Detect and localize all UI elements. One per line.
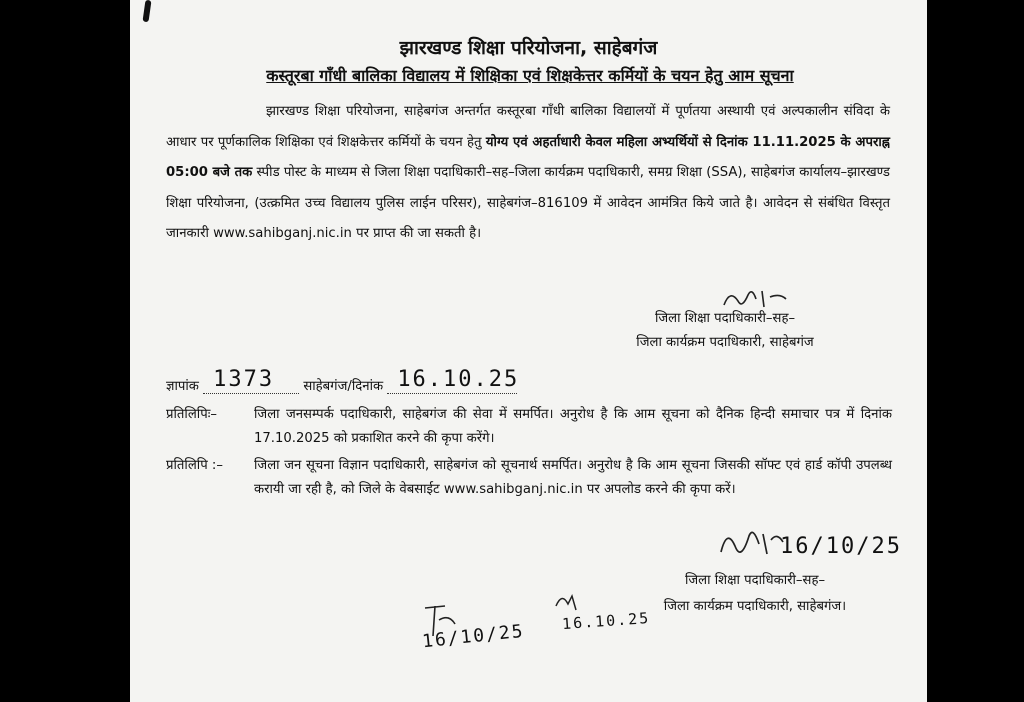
reference-line bbox=[166, 367, 890, 394]
copy-1-text: जिला जनसम्पर्क पदाधिकारी, साहेबगंज की सेवा में समर्पित। अनुरोध है कि आम सूचना को दैनिक हिन्दी समाचार पत्र में दिनांक 17.10.2025 को प्रकाशित करने की कृपा करेंगे। bbox=[254, 407, 892, 446]
sig1-line2: जिला कार्यक्रम पदाधिकारी, साहेबगंज bbox=[636, 335, 814, 350]
sig2-handwritten-date: 16/10/25 bbox=[780, 534, 902, 559]
copy-2-text: जिला जन सूचना विज्ञान पदाधिकारी, साहेबगंज को सूचनार्थ समर्पित। अनुरोध है कि आम सूचना जिसकी सॉफ्ट एवं हार्ड कॉपी उपलब्ध करायी जा रही है, को जिले के वेबसाईट www.sahibganj.nic.in पर अपलोड करने की कृपा करें। bbox=[254, 458, 892, 497]
body-para-2-bold: योग्य एवं अहर्ताधारी केवल महिला अभ्यर्थियों से दिनांक 11.11.2025 के अपराह्न 05:00 बजे तक bbox=[166, 134, 890, 180]
sig2-line2: जिला कार्यक्रम पदाधिकारी, साहेबगंज। bbox=[663, 599, 847, 614]
ref-date: 16.10.25 bbox=[397, 367, 520, 392]
body-para-1: झारखण्ड शिक्षा परियोजना, साहेबगंज अन्तर्गत कस्तूरबा गाँधी बालिका विद्यालयों में पूर्णतया अस्थायी एवं अल्पकालीन संविदा के आधार पर पूर्णकालिक शिक्षिका एवं शिक्षकेत्तर कर्मियों के चयन हेतु bbox=[166, 104, 890, 150]
initial-scribble-mid bbox=[552, 590, 592, 616]
sig2-line1: जिला शिक्षा पदाधिकारी–सह– bbox=[684, 573, 826, 588]
sig1-line1: जिला शिक्षा पदाधिकारी–सह– bbox=[654, 311, 796, 326]
copy-item-2 bbox=[166, 454, 892, 502]
notice-body bbox=[166, 97, 890, 250]
pen-mark bbox=[142, 0, 151, 22]
ref-number: 1373 bbox=[213, 367, 275, 392]
ref-place-date-label: साहेबगंज/दिनांक bbox=[303, 379, 384, 394]
copy-1-label: प्रतिलिपिः– bbox=[166, 407, 217, 422]
body-para-4: आवेदन से संबंधित विस्तृत जानकारी www.sahibganj.nic.in पर प्राप्त की जा सकती है। bbox=[166, 195, 890, 241]
ref-label: ज्ञापांक bbox=[166, 379, 199, 394]
copy-2-label: प्रतिलिपि :– bbox=[166, 458, 223, 473]
signature-block-1 bbox=[560, 307, 890, 355]
copy-item-1 bbox=[166, 403, 892, 451]
initial-date-mid: 16.10.25 bbox=[561, 608, 651, 634]
body-para-3: स्पीड पोस्ट के माध्यम से जिला शिक्षा पदाधिकारी–सह–जिला कार्यक्रम पदाधिकारी, समग्र शिक्षा (SSA), साहेबगंज कार्यालय–झारखण्ड शिक्षा परियोजना, (उत्क्रमित उच्च विद्यालय पुलिस लाईन परिसर), साहेबगंज–816109 में आवेदन आमंत्रित किये जाते है। bbox=[166, 165, 890, 211]
initial-date-left: 16/10/25 bbox=[421, 620, 526, 653]
office-title: झारखण्ड शिक्षा परियोजना, साहेबगंज bbox=[399, 37, 658, 59]
notice-page bbox=[130, 0, 927, 702]
notice-subject: कस्तूरबा गाँधी बालिका विद्यालय में शिक्षिका एवं शिक्षकेत्तर कर्मियों के चयन हेतु आम सूचना bbox=[266, 66, 794, 85]
